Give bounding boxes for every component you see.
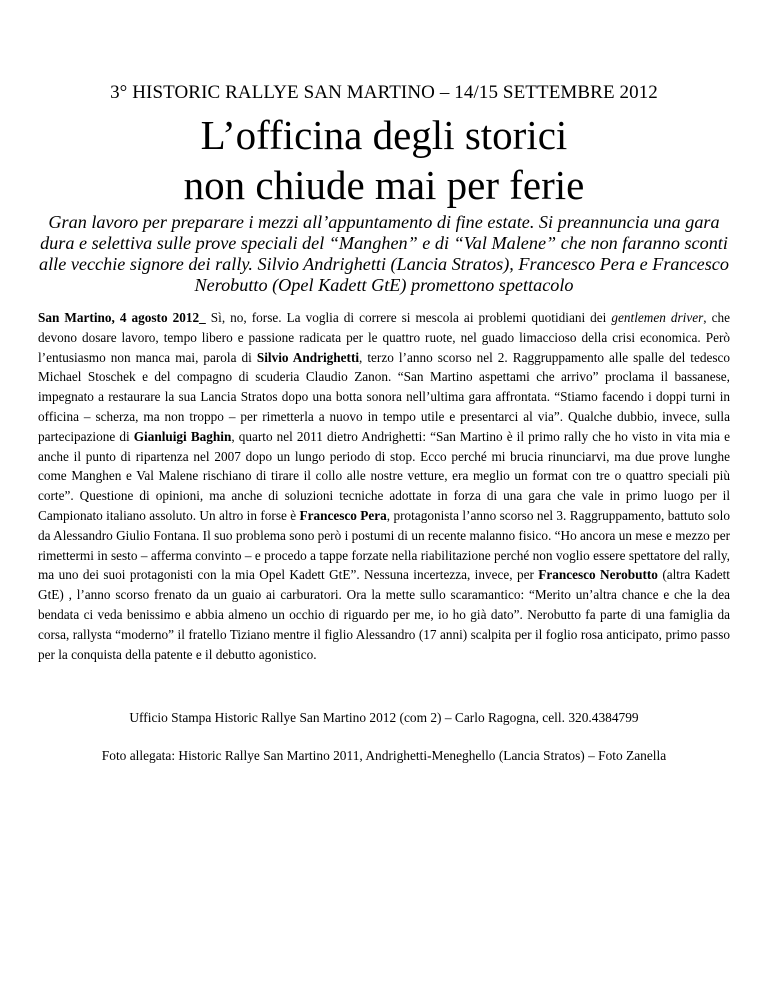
article-text-5: , protagonista l’anno scorso nel 3. Raggruppamento, battuto solo da Alessandro Giulio Fontana. Il suo problema sono però i postumi di un recente malanno fisico. “Ho ancora un mese e mezzo per rimettermi in sesto – afferma convinto – e procedo a tappe forzate nella riabilitazione perché non voglio essere spettatore del rally, ma uno dei suoi protagonisti con la mia Opel Kadett GtE”. Nessuna incertezza, invece, per (38, 507, 730, 583)
headline-line-1: L’officina degli storici (200, 112, 568, 158)
headline-line-2: non chiude mai per ferie (183, 162, 585, 208)
event-title: 3° HISTORIC RALLYE SAN MARTINO – 14/15 SETTEMBRE 2012 (110, 82, 658, 103)
dateline: San Martino, 4 agosto 2012_ (38, 310, 206, 325)
article-text-4: , quarto nel 2011 dietro Andrighetti: “San Martino è il primo rally che ho visto in vita mia e anche il punto di ripartenza nel 2007 dopo un lungo periodo di stop. Ecco perché mi brucia rinunciarvi, ma due prove lunghe come Manghen e Val Malene rischiano di tirare il collo alle nostre vetture, era meglio un format con tre o quattro speciali più corte”. Questione di opinioni, ma anche di soluzioni tecniche adottate in forza di una gara che vale in primo luogo per il Campionato italiano assoluto. Un altro in forse è (38, 428, 730, 523)
article-body (38, 308, 730, 664)
article-text-1: Sì, no, forse. La voglia di correre si mescola ai problemi quotidiani dei (205, 310, 612, 325)
driver-name-baghin: Gianluigi Baghin (133, 428, 232, 444)
article-text-3: , terzo l’anno scorso nel 2. Raggruppamento alle spalle del tedesco Michael Stoschek e del compagno di scuderia Claudio Zanon. “San Martino aspettami che arrivo” proclama il bassanese, impegnato a restaurare la sua Lancia Stratos dopo una botta sonora nell’ultima gara affrontata. “Stiamo facendo i doppi turni in officina – scherza, ma non troppo – per rimetterla a nuovo in tempo utile e presentarci al via”. Qualche dubbio, invece, sulla partecipazione di (38, 349, 731, 444)
driver-name-andrighetti: Silvio Andrighetti (256, 349, 360, 365)
driver-name-pera: Francesco Pera (299, 507, 387, 523)
article-text-2: , che devono dosare lavoro, tempo libero e passione radicata per le quattro ruote, nel guado limaccioso della crisi economica. Però l’entusiasmo non manca mai, parola di (38, 310, 730, 365)
photo-credit: Foto allegata: Historic Rallye San Martino 2011, Andrighetti-Meneghello (Lancia Stratos) – Foto Zanella (101, 748, 667, 763)
driver-name-nerobutto: Francesco Nerobutto (538, 567, 658, 583)
subtitle: Gran lavoro per preparare i mezzi all’appuntamento di fine estate. Si preannuncia una gara dura e selettiva sulle prove speciali del “Manghen” e di “Val Malene” che non faranno sconti alle vecchie signore dei rally. Silvio Andrighetti (Lancia Stratos), Francesco Pera e Francesco Nerobutto (Opel Kadett GtE) promettono spettacolo (39, 212, 729, 295)
headline (0, 110, 768, 210)
gentlemen-driver-term: gentlemen driver (611, 310, 704, 325)
press-office-contact: Ufficio Stampa Historic Rallye San Martino 2012 (com 2) – Carlo Ragogna, cell. 320.4384799 (129, 710, 639, 725)
article-text-6: (altra Kadett GtE) , l’anno scorso frenato da un guaio ai carburatori. Ora la mette sullo scaramantico: “Merito un’altra chance e che la dea bendata ci veda benissimo e abbia almeno un occhio di riguardo per me, io ho già dato”. Nerobutto fa parte di una famiglia da corsa, rallysta “moderno” il fratello Tiziano mentre il figlio Alessandro (17 anni) scalpita per il foglio rosa anticipato, primo passo per la conquista della patente e il debutto agonistico. (38, 567, 730, 662)
